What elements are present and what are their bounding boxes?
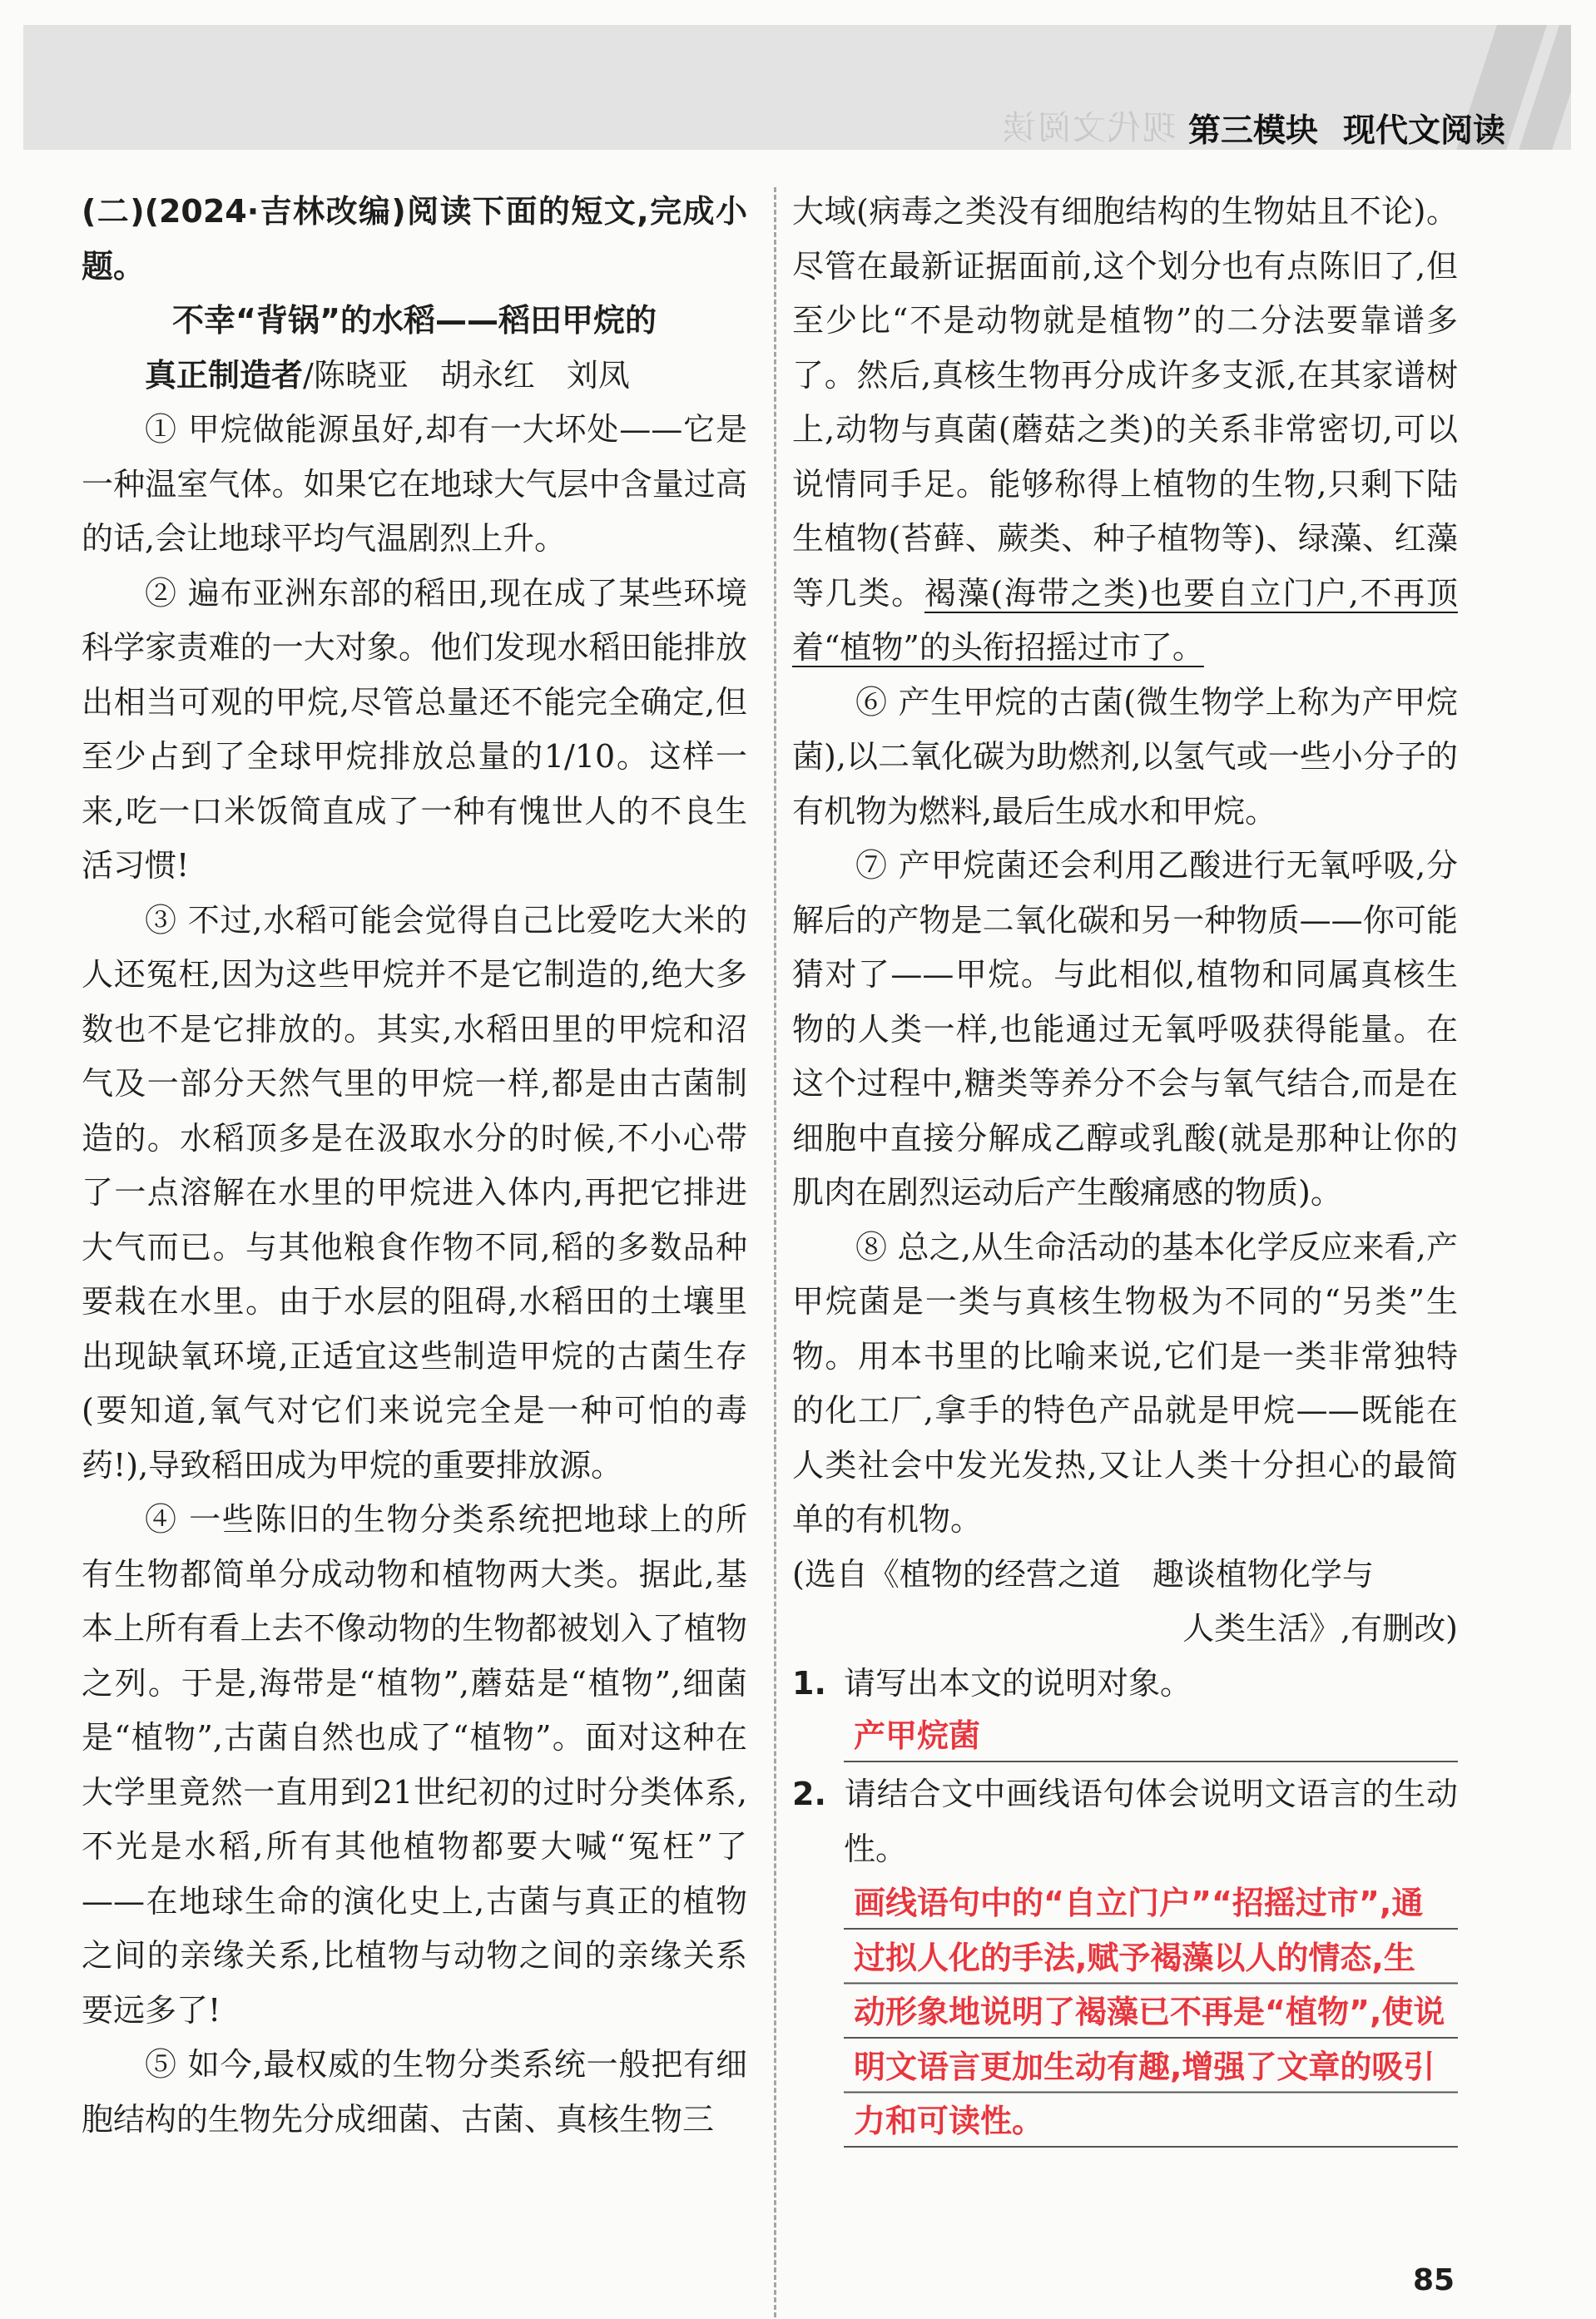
paragraph-4: ④ 一些陈旧的生物分类系统把地球上的所有生物都简单分成动物和植物两大类。据此,基本上所有看上去不像动物的生物都被划入了植物之列。于是,海带是“植物”,蘑菇是“植物”,细菌是“植物”,古菌自然也成了“植物”。面对这种在大学里竟然一直用到21世纪初的过时分类体系,不光是水稻,所有其他植物都要大喊“冤枉”了——在地球生命的演化史上,古菌与真正的植物之间的亲缘关系,比植物与动物之间的亲缘关系要远多了! — [82, 1501, 747, 2029]
paragraph-7: ⑦ 产甲烷菌还会利用乙酸进行无氧呼吸,分解后的产物是二氧化碳和另一种物质——你可能猜对了——甲烷。与此相似,植物和同属真核生物的人类一样,也能通过无氧呼吸获得能量。在这个过程中,糖类等养分不会与氧气结合,而是在细胞中直接分解成乙醇或乳酸(就是那种让你的肌肉在剧烈运动后产生酸痛感的物质)。 — [792, 847, 1458, 1211]
answer-line: 明文语言更加生动有趣,增强了文章的吸引 — [854, 2048, 1435, 2085]
answer-line: 过拟人化的手法,赋予褐藻以人的情态,生 — [854, 1939, 1415, 1976]
underlined-sentence: 褐藻(海带之类)也要自立门户,不再顶着“植物”的头衔招摇过市了。 — [792, 574, 1458, 666]
answer-line: 动形象地说明了褐藻已不再是“植物”,使说 — [854, 1994, 1445, 2030]
question-1 — [792, 1657, 1458, 1712]
title-tail: 真正制造者 — [145, 356, 304, 394]
source-line-1: (选自《植物的经营之道 趣谈植物化学与 — [792, 1555, 1374, 1593]
question-1-answer: 产甲烷菌 — [844, 1711, 1458, 1762]
question-2-answer — [844, 1876, 1458, 2149]
paragraph-6: ⑥ 产生甲烷的古菌(微生物学上称为产甲烷菌),以二氧化碳为助燃剂,以氢气或一些小分子的有机物为燃料,最后生成水和甲烷。 — [792, 683, 1458, 830]
header-title — [1188, 105, 1530, 150]
left-column — [82, 185, 747, 2147]
paragraph-5-text: 大域(病毒之类没有细胞结构的生物姑且不论)。尽管在最新证据面前,这个划分也有点陈旧了,但至少比“不是动物就是植物”的二分法要靠谱多了。然后,真核生物再分成许多支派,在其家谱树上,动物与真菌(蘑菇之类)的关系非常密切,可以说情同手足。能够称得上植物的生物,只剩下陆生植物(苔藓、蕨类、种子植物等)、绿藻、红藻等几类。 — [792, 193, 1458, 612]
question-1-text: 请写出本文的说明对象。 — [844, 1664, 1192, 1702]
right-column — [792, 185, 1458, 2149]
paragraph-5-continued — [792, 185, 1458, 676]
answer-line: 力和可读性。 — [854, 2103, 1044, 2139]
page-number: 85 — [1413, 2263, 1455, 2297]
question-2-text: 请结合文中画线语句体会说明文语言的生动性。 — [844, 1776, 1458, 1867]
question-2 — [792, 1767, 1458, 1876]
page-header — [23, 25, 1571, 150]
section-label: 现代文阅读 — [1343, 112, 1506, 150]
column-divider — [774, 187, 776, 2317]
paragraph-5: ⑤ 如今,最权威的生物分类系统一般把有细胞结构的生物先分成细菌、古菌、真核生物三 — [82, 2046, 747, 2138]
question-head: (二)(2024·吉林改编)阅读下面的短文,完成小题。 — [82, 193, 747, 285]
paragraph-3: ③ 不过,水稻可能会觉得自己比爱吃大米的人还冤枉,因为这些甲烷并不是它制造的,绝大多数也不是它排放的。其实,水稻田里的甲烷和沼气及一部分天然气里的甲烷一样,都是由古菌制造的。水稻顶多是在汲取水分的时候,不小心带了一点溶解在水里的甲烷进入体内,再把它排进大气而已。与其他粮食作物不同,稻的多数品种要栽在水里。由于水层的阻碍,水稻田的土壤里出现缺氧环境,正适宜这些制造甲烷的古菌生存(要知道,氧气对它们来说完全是一种可怕的毒药!),导致稻田成为甲烷的重要排放源。 — [82, 901, 747, 1484]
authors: /陈晓亚 胡永红 刘凤 — [303, 356, 630, 394]
question-1-number: 1. — [792, 1664, 826, 1702]
header-ghost-text: 现代文阅读 — [1001, 109, 1176, 147]
paragraph-2: ② 遍布亚洲东部的稻田,现在成了某些环境科学家责难的一大对象。他们发现水稻田能排放出相当可观的甲烷,尽管总量还不能完全确定,但至少占到了全球甲烷排放总量的1/10。这样一来,吃一口米饭简直成了一种有愧世人的不良生活习惯! — [82, 574, 747, 884]
article-byline — [82, 349, 747, 404]
article-title: 不幸“背锅”的水稻——稻田甲烷的 — [172, 302, 657, 339]
paragraph-8: ⑧ 总之,从生命活动的基本化学反应来看,产甲烷菌是一类与真核生物极为不同的“另类”生物。用本书里的比喻来说,它们是一类非常独特的化工厂,拿手的特色产品就是甲烷——既能在人类社会中发光发热,又让人类十分担心的最简单的有机物。 — [792, 1228, 1458, 1538]
source-line-2: 人类生活》,有删改) — [1182, 1610, 1458, 1647]
answer-line: 画线语句中的“自立门户”“招摇过市”,通 — [854, 1885, 1424, 1921]
question-2-number: 2. — [792, 1776, 826, 1812]
paragraph-1: ① 甲烷做能源虽好,却有一大坏处——它是一种温室气体。如果它在地球大气层中含量过高的话,会让地球平均气温剧烈上升。 — [82, 411, 747, 557]
module-label: 第三模块 — [1188, 112, 1319, 150]
